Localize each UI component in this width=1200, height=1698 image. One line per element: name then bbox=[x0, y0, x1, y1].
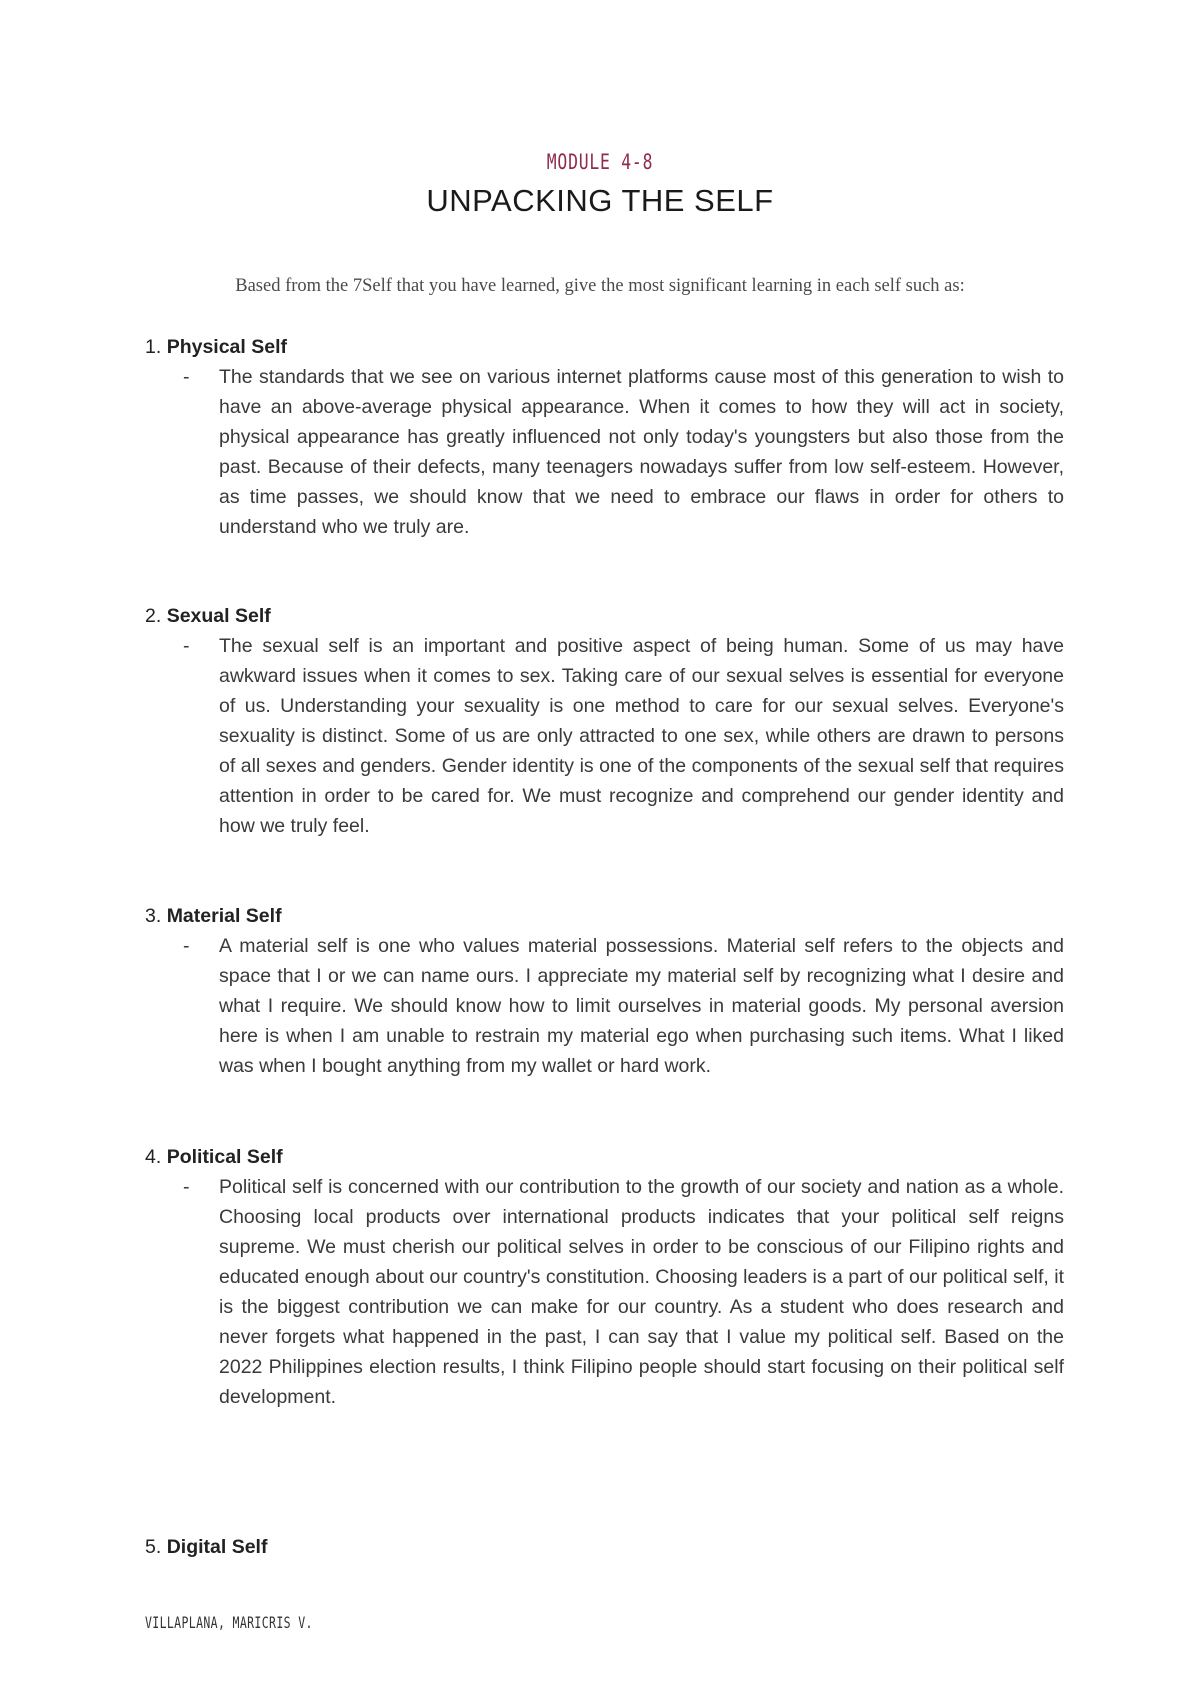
section-number: 1. bbox=[145, 336, 162, 358]
section-number: 5. bbox=[145, 1536, 162, 1558]
section-name: Physical Self bbox=[166, 336, 288, 358]
intro-instruction: Based from the 7Self that you have learned, give the most significant learning in each self such as: bbox=[235, 276, 965, 296]
section-body: A material self is one who values material possessions. Material self refers to the objects and space that I or we can name ours. I appreciate my material self by recognizing what I desire and what I require. We should know how to limit ourselves in material goods. My personal aversion here is when I am unable to restrain my material ego when purchasing such items. What I liked was when I bought anything from my wallet or hard work. bbox=[219, 935, 1064, 1077]
dash-bullet: - bbox=[183, 935, 190, 957]
section-number: 4. bbox=[145, 1146, 162, 1168]
bullet-item bbox=[145, 631, 1065, 841]
section-name: Digital Self bbox=[166, 1536, 268, 1558]
section-name: Political Self bbox=[166, 1146, 283, 1168]
section-physical-self bbox=[145, 332, 1065, 542]
section-number: 2. bbox=[145, 605, 162, 627]
module-label: MODULE 4-8 bbox=[546, 150, 654, 174]
section-sexual-self bbox=[145, 601, 1065, 841]
section-heading bbox=[145, 1142, 1065, 1172]
dash-bullet: - bbox=[183, 1176, 190, 1198]
bullet-item bbox=[145, 1172, 1065, 1412]
section-number: 3. bbox=[145, 905, 162, 927]
section-heading bbox=[145, 332, 1065, 362]
section-heading bbox=[145, 901, 1065, 931]
section-material-self bbox=[145, 901, 1065, 1081]
section-body: The sexual self is an important and positive aspect of being human. Some of us may have awkward issues when it comes to sex. Taking care of our sexual selves is essential for everyone of us. Understanding your sexuality is one method to care for our sexual selves. Everyone's sexuality is distinct. Some of us are only attracted to one sex, while others are drawn to persons of all sexes and genders. Gender identity is one of the components of the sexual self that requires attention in order to be cared for. We must recognize and comprehend our gender identity and how we truly feel. bbox=[219, 635, 1064, 837]
page-title: UNPACKING THE SELF bbox=[426, 183, 774, 218]
author-name: VILLAPLANA, MARICRIS V. bbox=[145, 1613, 313, 1632]
bullet-item bbox=[145, 362, 1065, 542]
section-body: Political self is concerned with our contribution to the growth of our society and nation as a whole. Choosing local products over international products indicates that your political self reigns supreme. We must cherish our political selves in order to be conscious of our Filipino rights and educated enough about our country's constitution. Choosing leaders is a part of our political self, it is the biggest contribution we can make for our country. As a student who does research and never forgets what happened in the past, I can say that I value my political self. Based on the 2022 Philippines election results, I think Filipino people should start focusing on their political self development. bbox=[219, 1176, 1064, 1408]
section-political-self bbox=[145, 1142, 1065, 1412]
dash-bullet: - bbox=[183, 635, 190, 657]
section-name: Material Self bbox=[166, 905, 282, 927]
section-name: Sexual Self bbox=[166, 605, 271, 627]
section-body: The standards that we see on various internet platforms cause most of this generation to wish to have an above-average physical appearance. When it comes to how they will act in society, physical appearance has greatly influenced not only today's youngsters but also those from the past. Because of their defects, many teenagers nowadays suffer from low self-esteem. However, as time passes, we should know that we need to embrace our flaws in order for others to understand who we truly are. bbox=[219, 366, 1064, 538]
section-digital-self bbox=[145, 1532, 1065, 1562]
bullet-item bbox=[145, 931, 1065, 1081]
section-heading bbox=[145, 1532, 1065, 1562]
section-heading bbox=[145, 601, 1065, 631]
dash-bullet: - bbox=[183, 366, 190, 388]
